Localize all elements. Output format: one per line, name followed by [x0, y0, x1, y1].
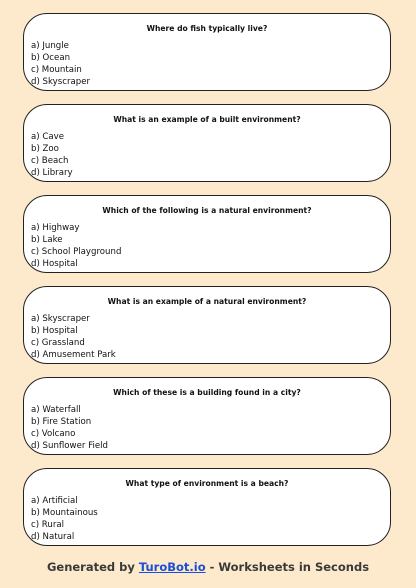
option-d: d) Natural	[31, 532, 75, 542]
question-text: Which of these is a building found in a city?	[113, 388, 301, 397]
option-b: b) Hospital	[31, 326, 78, 336]
question-card-4	[23, 286, 391, 364]
footer	[0, 560, 416, 574]
option-a: a) Waterfall	[31, 405, 81, 415]
option-c: c) Volcano	[31, 429, 76, 439]
question-text: What is an example of a built environment?	[113, 115, 301, 124]
footer-prefix: Generated by	[46, 560, 139, 574]
question-card-2	[23, 104, 391, 182]
question-text: What type of environment is a beach?	[125, 479, 289, 488]
question-card-1	[23, 13, 391, 91]
option-c: c) School Playground	[31, 247, 122, 257]
option-c: c) Grassland	[31, 338, 85, 348]
question-text: Which of the following is a natural environment?	[102, 206, 312, 215]
footer-suffix: - Worksheets in Seconds	[205, 560, 370, 574]
options-list	[31, 495, 98, 543]
option-b: b) Fire Station	[31, 417, 92, 427]
option-a: a) Artificial	[31, 496, 78, 506]
question-card-5	[23, 377, 391, 455]
option-d: d) Amusement Park	[31, 350, 116, 360]
option-b: b) Ocean	[31, 53, 71, 63]
option-b: b) Lake	[31, 235, 63, 245]
question-text: Where do fish typically live?	[146, 24, 268, 33]
options-list	[31, 313, 116, 361]
options-list	[31, 131, 73, 179]
option-a: a) Cave	[31, 132, 64, 142]
option-d: d) Skyscraper	[31, 77, 91, 87]
option-a: a) Jungle	[31, 41, 69, 51]
turobot-link[interactable]: TuroBot.io	[138, 560, 206, 574]
options-list	[31, 40, 90, 88]
option-d: d) Library	[31, 168, 73, 178]
option-b: b) Zoo	[31, 144, 59, 154]
option-a: a) Highway	[31, 223, 80, 233]
option-c: c) Mountain	[31, 65, 82, 75]
options-list	[31, 222, 121, 270]
question-text: What is an example of a natural environment?	[107, 297, 307, 306]
option-d: d) Sunflower Field	[31, 441, 108, 451]
question-card-3	[23, 195, 391, 273]
options-list	[31, 404, 108, 452]
option-a: a) Skyscraper	[31, 314, 90, 324]
option-d: d) Hospital	[31, 259, 78, 269]
option-b: b) Mountainous	[31, 508, 98, 518]
question-card-6	[23, 468, 391, 546]
option-c: c) Beach	[31, 156, 69, 166]
option-c: c) Rural	[31, 520, 65, 530]
